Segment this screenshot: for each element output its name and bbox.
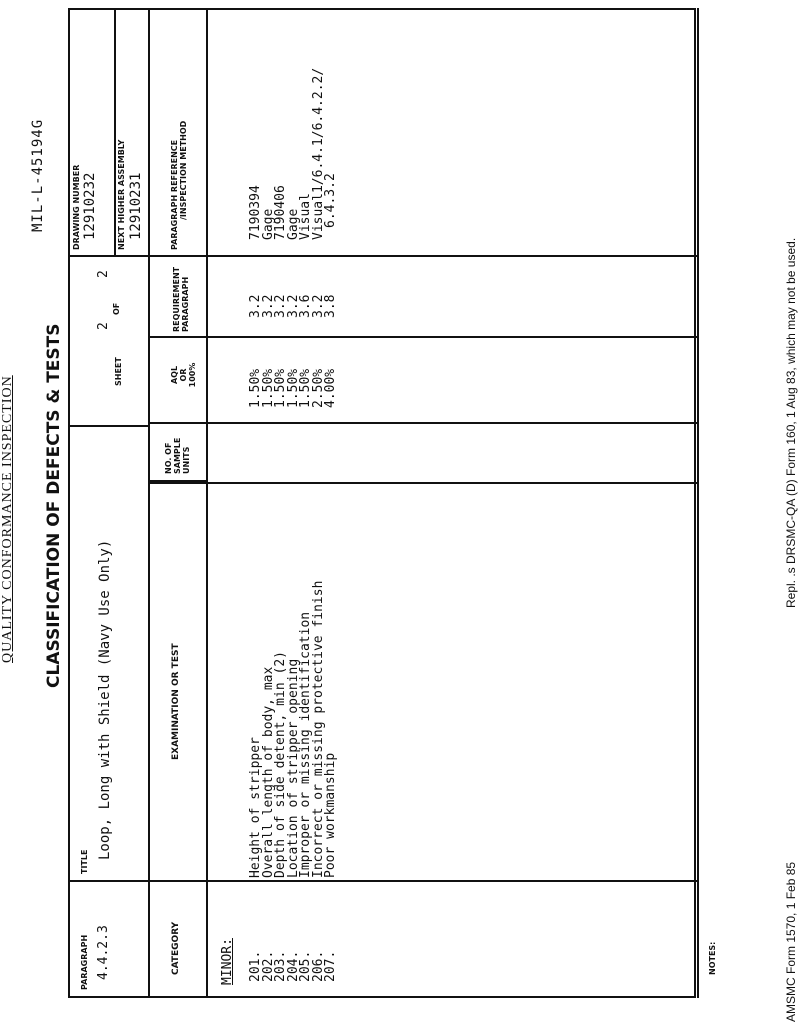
exam-item: Overall length of body, max [260, 666, 276, 878]
ref-value: Visual [298, 193, 313, 240]
section-heading: QUALITY CONFORMANCE INSPECTION [0, 375, 15, 663]
req-header: REQUIREMENT PARAGRAPH [172, 266, 190, 332]
exam-item: Poor workmanship [323, 752, 338, 878]
title-label: TITLE [80, 849, 89, 874]
req-value: 3.2 [248, 294, 263, 318]
exam-item: Location of stripper opening [285, 658, 301, 878]
aql-list [250, 369, 338, 408]
sheet-total: 2 [96, 270, 111, 278]
row-numbers [250, 951, 338, 982]
aql-value: 4.00% [323, 368, 338, 408]
ref-value: 6.4.3.2 [323, 173, 338, 228]
exam-header: EXAMINATION OR TEST [171, 643, 181, 760]
form-frame [68, 8, 696, 998]
next-assembly-label: NEXT HIGHER ASSEMBLY [117, 139, 126, 250]
drawing-number-value: 12910232 [82, 172, 98, 240]
req-value: 3.2 [285, 294, 301, 318]
req-value: 3.8 [323, 294, 338, 318]
table-row: 206. [310, 950, 326, 982]
exam-item: Improper or missing identification [298, 611, 313, 878]
table-row: 205. [298, 950, 313, 982]
next-assembly-value: 12910231 [128, 172, 144, 240]
replaces-note: Repl. .s DRSMC-QA (D) Form 160, 1 Aug 83, which may not be used. [784, 237, 798, 608]
main-title: CLASSIFICATION OF DEFECTS & TESTS [44, 323, 64, 688]
sheet-label: SHEET [114, 357, 123, 386]
ref-value: 7190406 [273, 185, 288, 240]
notes-label: NOTES: [708, 941, 717, 975]
paragraph-label: PARAGRAPH [80, 934, 89, 990]
exam-item: Depth of side detent, min (2) [273, 651, 288, 878]
ref-value: Gage [285, 208, 301, 240]
req-list [250, 295, 338, 318]
aql-value: 1.50% [260, 368, 276, 408]
exam-item: Height of stripper [248, 737, 263, 878]
table-row: 201. [248, 950, 263, 982]
category-name: MINOR: [220, 938, 235, 985]
sample-header: NO. OF SAMPLE UNITS [164, 437, 191, 474]
ref-list [250, 68, 338, 240]
category-header: CATEGORY [171, 921, 181, 975]
req-value: 3.2 [260, 294, 276, 318]
req-value: 3.6 [298, 294, 313, 318]
table-row: 207. [323, 950, 338, 982]
form-id: AMSMC Form 1570, 1 Feb 85 [784, 861, 798, 1022]
exam-item: Incorrect or missing protective finish [310, 580, 326, 878]
aql-header: AQL OR 100% [170, 362, 197, 388]
aql-value: 1.50% [298, 368, 313, 408]
table-row: 203. [273, 950, 288, 982]
ref-value: 7190394 [248, 185, 263, 240]
ref-header: PARAGRAPH REFERENCE /INSPECTION METHOD [170, 120, 188, 250]
paragraph-value: 4.4.2.3 [96, 925, 111, 980]
sheet-of: OF [112, 302, 121, 315]
doc-id: MIL-L-45194G [30, 118, 46, 232]
ref-value: Visual1/6.4.1/6.4.2.2/ [310, 67, 326, 240]
table-row: 204. [285, 950, 301, 982]
aql-value: 1.50% [285, 368, 301, 408]
title-value: Loop, Long with Shield (Navy Use Only) [97, 539, 113, 860]
aql-value: 1.50% [248, 368, 263, 408]
aql-value: 1.50% [273, 368, 288, 408]
aql-value: 2.50% [310, 368, 326, 408]
table-row: 202. [260, 950, 276, 982]
sheet-num: 2 [96, 322, 111, 330]
req-value: 3.2 [273, 294, 288, 318]
drawing-number-label: DRAWING NUMBER [72, 164, 81, 250]
req-value: 3.2 [310, 294, 326, 318]
exam-list [250, 581, 338, 878]
ref-value: Gage [260, 208, 276, 240]
